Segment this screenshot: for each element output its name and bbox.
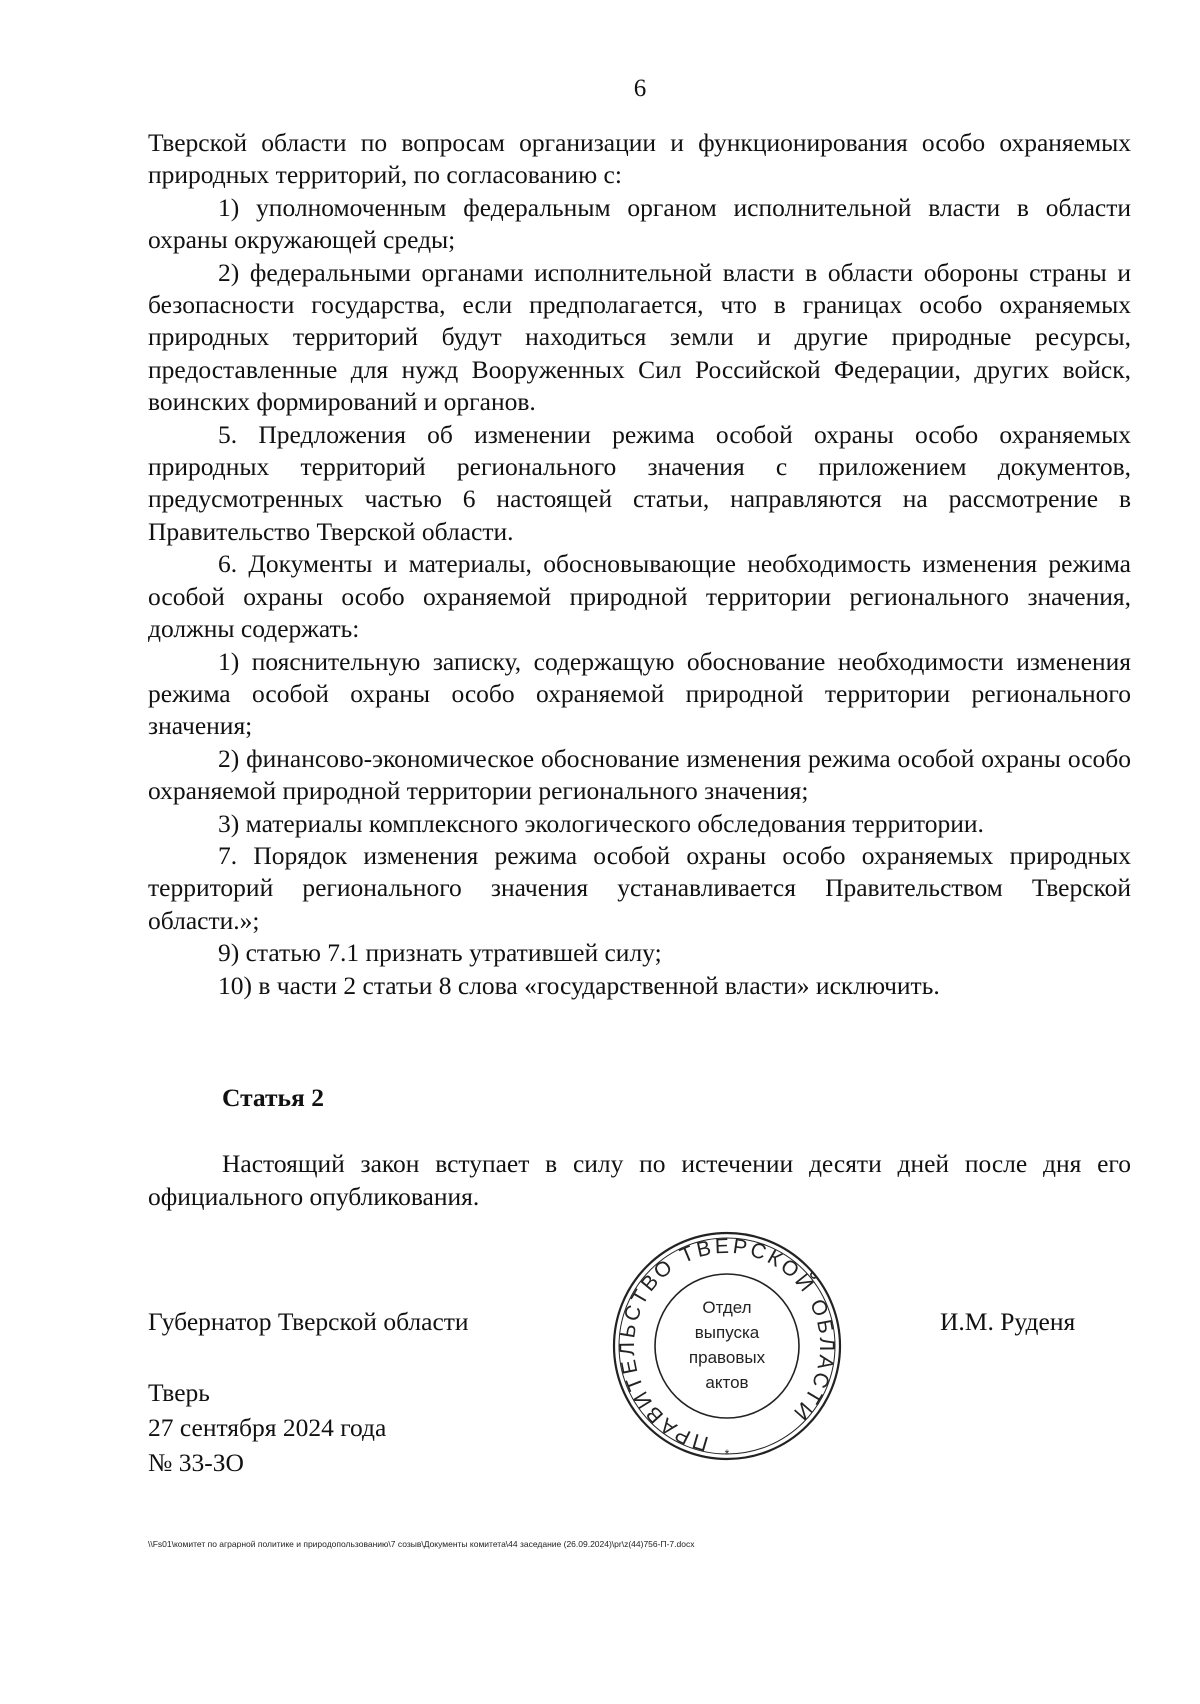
body-paragraph: 9) статью 7.1 признать утратившей силу;: [218, 938, 662, 968]
body-paragraph: 7. Порядок изменения режима особой охраны особо охраняемых природных территорий регионального значения устанавливается Правительством Тверской области.»;: [148, 840, 1131, 935]
file-path-footer: \\Fs01\комитет по аграрной политике и природопользованию\7 созыв\Документы комитета\44 заседание (26.09.2024)\pr\z(44)756-П-7.docx: [148, 1539, 695, 1549]
city: Тверь: [148, 1378, 210, 1407]
signatory-name: И.М. Руденя: [940, 1307, 1076, 1336]
place-date-block: [148, 1375, 386, 1480]
body-paragraph: 5. Предложения об изменении режима особой охраны особо охраняемых природных территорий регионального значения с приложением документов, предусмотренных частью 6 настоящей статьи, направляются на рассмотрение в Правительство Тверской области.: [148, 419, 1131, 546]
law-number: № 33-ЗО: [148, 1448, 244, 1477]
body-paragraph: Тверской области по вопросам организации и функционирования особо охраняемых природных территорий, по согласованию с:: [148, 128, 1131, 190]
body-paragraph: 10) в части 2 статьи 8 слова «государственной власти» исключить.: [218, 970, 940, 1000]
stamp-line-1: Отдел: [702, 1298, 752, 1317]
article-heading: Статья 2: [222, 1083, 324, 1112]
signatory-title: Губернатор Тверской области: [148, 1307, 469, 1336]
stamp-line-2: выпуска: [694, 1323, 760, 1342]
law-body-text: [148, 127, 1131, 1002]
official-stamp: [607, 1226, 847, 1466]
page-number: 6: [633, 75, 647, 102]
body-paragraph: 1) пояснительную записку, содержащую обоснование необходимости изменения режима особой охраны особо охраняемой природной территории регионального значения;: [148, 646, 1131, 741]
body-paragraph: 3) материалы комплексного экологического обследования территории.: [218, 808, 984, 838]
stamp-ring-text: ПРАВИТЕЛЬСТВО ТВЕРСКОЙ ОБЛАСТИ: [615, 1234, 839, 1456]
svg-text:ПРАВИТЕЛЬСТВО ТВЕРСКОЙ ОБЛАСТИ: [616, 1235, 838, 1455]
body-paragraph: 6. Документы и материалы, обосновывающие необходимость изменения режима особой охраны особо охраняемой природной территории регионального значения, должны содержать:: [148, 549, 1131, 644]
body-paragraph: 1) уполномоченным федеральным органом исполнительной власти в области охраны окружающей среды;: [148, 192, 1131, 255]
stamp-line-4: актов: [705, 1373, 749, 1392]
date: 27 сентября 2024 года: [148, 1413, 387, 1442]
article-text: Настоящий закон вступает в силу по истечении десяти дней после дня его официального опубликования.: [148, 1149, 1131, 1211]
stamp-star-icon: *: [724, 1447, 730, 1461]
body-paragraph: 2) федеральными органами исполнительной власти в области обороны страны и безопасности государства, если предполагается, что в границах особо охраняемых природных территорий будут находиться земли и другие природные ресурсы, предоставленные для нужд Вооруженных Сил Российской Федерации, других войск, воинских формирований и органов.: [148, 257, 1131, 417]
stamp-line-3: правовых: [688, 1348, 766, 1367]
body-paragraph: 2) финансово-экономическое обоснование изменения режима особой охраны особо охраняемой природной территории регионального значения;: [148, 743, 1131, 806]
